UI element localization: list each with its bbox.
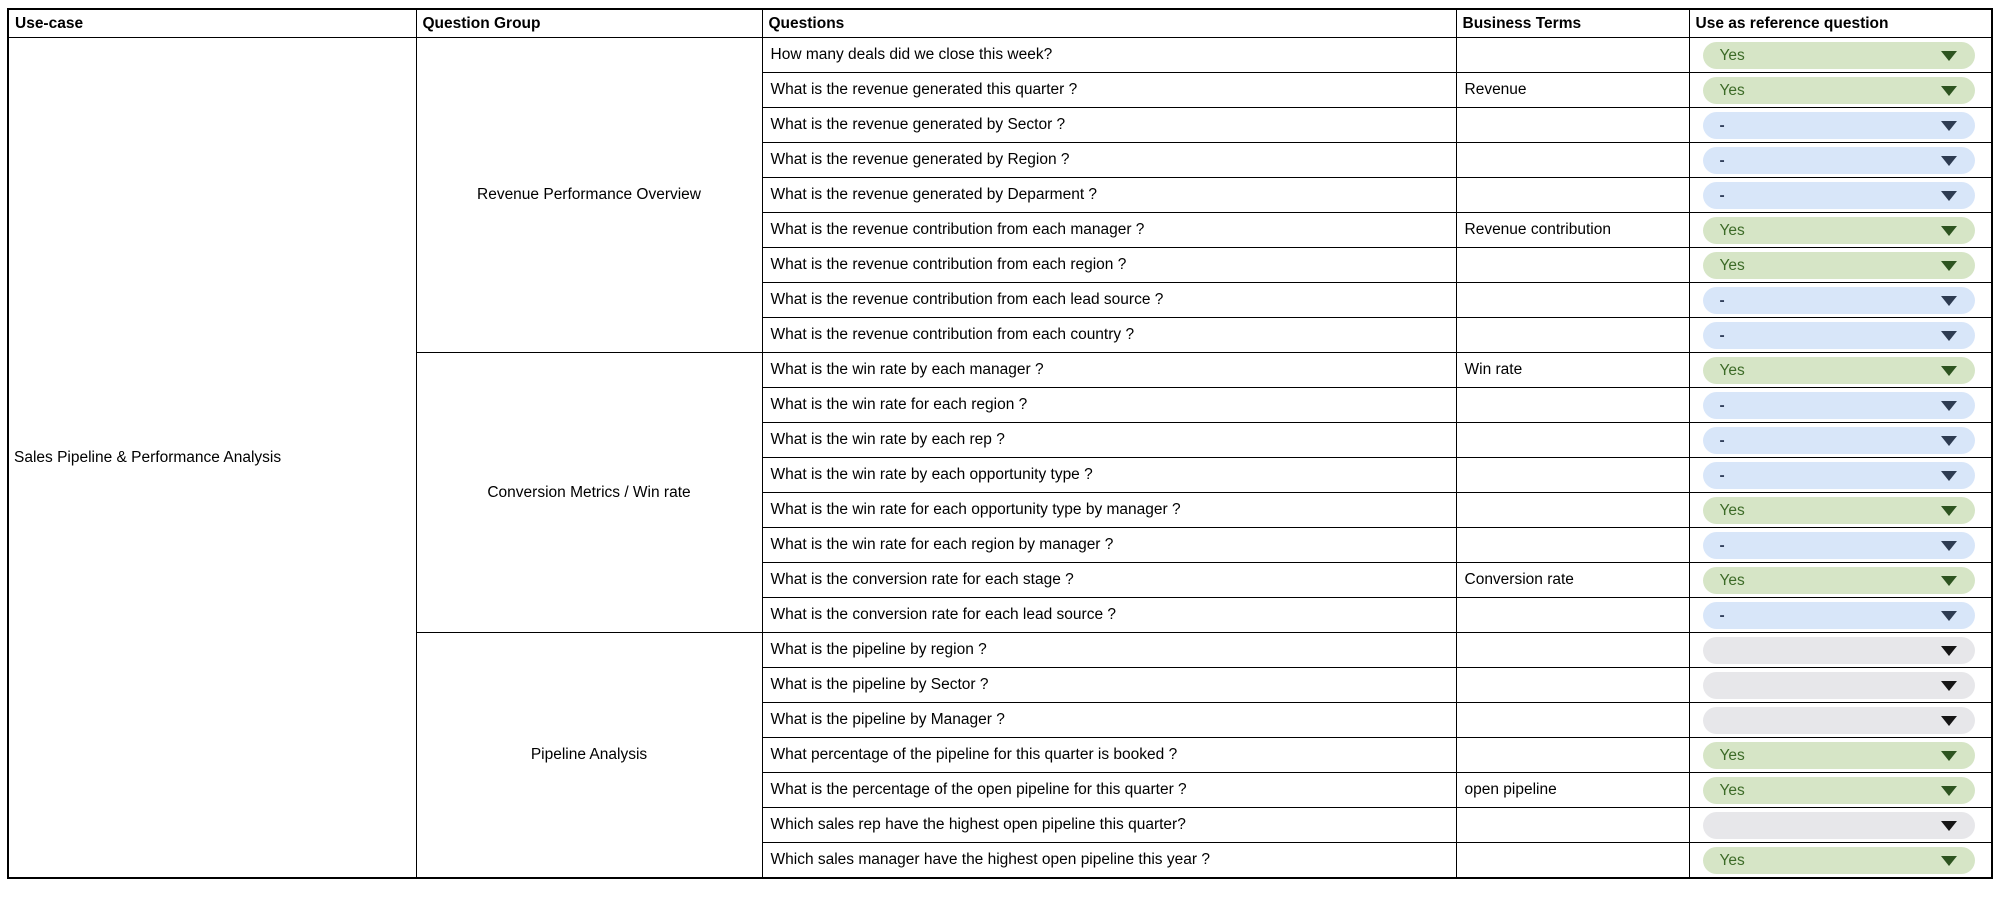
reference-cell	[1689, 703, 1992, 738]
chevron-down-icon	[1941, 191, 1957, 201]
chevron-down-icon	[1941, 436, 1957, 446]
reference-dropdown[interactable]	[1703, 637, 1976, 664]
reference-cell	[1689, 108, 1992, 143]
reference-dropdown[interactable]	[1703, 497, 1976, 524]
question-cell: What is the revenue contribution from each region ?	[762, 248, 1456, 283]
chevron-down-icon	[1941, 506, 1957, 516]
chevron-down-icon	[1941, 716, 1957, 726]
reference-cell	[1689, 843, 1992, 879]
reference-cell	[1689, 668, 1992, 703]
question-cell: What is the win rate for each region by manager ?	[762, 528, 1456, 563]
reference-dropdown[interactable]	[1703, 672, 1976, 699]
header-row	[8, 9, 1992, 38]
chevron-down-icon	[1941, 401, 1957, 411]
question-group-cell: Pipeline Analysis	[416, 633, 762, 879]
reference-dropdown[interactable]	[1703, 357, 1976, 384]
reference-cell	[1689, 38, 1992, 73]
question-cell: What is the win rate for each opportunity type by manager ?	[762, 493, 1456, 528]
chevron-down-icon	[1941, 751, 1957, 761]
column-header-business-terms: Business Terms	[1456, 9, 1689, 38]
business-term-cell	[1456, 108, 1689, 143]
reference-dropdown[interactable]	[1703, 217, 1976, 244]
chevron-down-icon	[1941, 156, 1957, 166]
question-cell: What is the revenue contribution from each lead source ?	[762, 283, 1456, 318]
reference-cell	[1689, 633, 1992, 668]
chevron-down-icon	[1941, 471, 1957, 481]
question-cell: What is the revenue generated this quarter ?	[762, 73, 1456, 108]
chevron-down-icon	[1941, 856, 1957, 866]
business-term-cell	[1456, 283, 1689, 318]
reference-cell	[1689, 213, 1992, 248]
question-cell: Which sales manager have the highest open pipeline this year ?	[762, 843, 1456, 879]
reference-dropdown-value: -	[1719, 606, 1725, 624]
reference-dropdown[interactable]	[1703, 322, 1976, 349]
business-term-cell	[1456, 318, 1689, 353]
business-term-cell	[1456, 633, 1689, 668]
business-term-cell: Conversion rate	[1456, 563, 1689, 598]
reference-dropdown[interactable]	[1703, 77, 1976, 104]
business-term-cell	[1456, 668, 1689, 703]
reference-cell	[1689, 458, 1992, 493]
reference-cell	[1689, 318, 1992, 353]
chevron-down-icon	[1941, 576, 1957, 586]
question-cell: What is the conversion rate for each lead source ?	[762, 598, 1456, 633]
reference-dropdown-value: Yes	[1719, 361, 1745, 379]
question-cell: How many deals did we close this week?	[762, 38, 1456, 73]
reference-dropdown-value: Yes	[1719, 46, 1745, 64]
question-cell: What percentage of the pipeline for this quarter is booked ?	[762, 738, 1456, 773]
reference-dropdown[interactable]	[1703, 742, 1976, 769]
reference-dropdown-value: Yes	[1719, 221, 1745, 239]
reference-dropdown-value: -	[1719, 326, 1725, 344]
reference-cell	[1689, 598, 1992, 633]
question-cell: What is the conversion rate for each stage ?	[762, 563, 1456, 598]
reference-dropdown[interactable]	[1703, 427, 1976, 454]
reference-dropdown-value: Yes	[1719, 781, 1745, 799]
reference-dropdown-value: Yes	[1719, 256, 1745, 274]
question-cell: What is the win rate by each rep ?	[762, 423, 1456, 458]
reference-dropdown-value: -	[1719, 536, 1725, 554]
question-cell: What is the revenue generated by Sector ?	[762, 108, 1456, 143]
reference-dropdown[interactable]	[1703, 112, 1976, 139]
reference-dropdown-value: Yes	[1719, 571, 1745, 589]
reference-dropdown-value: -	[1719, 431, 1725, 449]
business-term-cell	[1456, 843, 1689, 879]
question-cell: What is the revenue generated by Region ?	[762, 143, 1456, 178]
chevron-down-icon	[1941, 611, 1957, 621]
reference-cell	[1689, 283, 1992, 318]
reference-dropdown[interactable]	[1703, 287, 1976, 314]
reference-cell	[1689, 808, 1992, 843]
reference-cell	[1689, 388, 1992, 423]
business-term-cell	[1456, 388, 1689, 423]
reference-cell	[1689, 73, 1992, 108]
question-cell: What is the win rate by each opportunity type ?	[762, 458, 1456, 493]
reference-dropdown[interactable]	[1703, 602, 1976, 629]
reference-cell	[1689, 143, 1992, 178]
chevron-down-icon	[1941, 121, 1957, 131]
reference-dropdown[interactable]	[1703, 392, 1976, 419]
column-header-use-as-reference: Use as reference question	[1689, 9, 1992, 38]
reference-dropdown[interactable]	[1703, 847, 1976, 874]
reference-cell	[1689, 493, 1992, 528]
reference-cell	[1689, 353, 1992, 388]
reference-dropdown[interactable]	[1703, 42, 1976, 69]
reference-dropdown[interactable]	[1703, 812, 1976, 839]
column-header-use-case: Use-case	[8, 9, 416, 38]
table-body	[8, 38, 1992, 879]
business-term-cell: Revenue contribution	[1456, 213, 1689, 248]
business-term-cell	[1456, 458, 1689, 493]
chevron-down-icon	[1941, 331, 1957, 341]
reference-dropdown-value: -	[1719, 291, 1725, 309]
question-cell: What is the pipeline by region ?	[762, 633, 1456, 668]
business-term-cell	[1456, 178, 1689, 213]
question-cell: What is the win rate for each region ?	[762, 388, 1456, 423]
business-term-cell	[1456, 423, 1689, 458]
business-term-cell: Win rate	[1456, 353, 1689, 388]
question-cell: What is the percentage of the open pipeline for this quarter ?	[762, 773, 1456, 808]
chevron-down-icon	[1941, 681, 1957, 691]
chevron-down-icon	[1941, 541, 1957, 551]
reference-cell	[1689, 738, 1992, 773]
business-term-cell	[1456, 248, 1689, 283]
use-case-cell: Sales Pipeline & Performance Analysis	[8, 38, 416, 879]
chevron-down-icon	[1941, 51, 1957, 61]
spreadsheet-area	[7, 8, 1993, 879]
reference-dropdown[interactable]	[1703, 182, 1976, 209]
question-cell: Which sales rep have the highest open pipeline this quarter?	[762, 808, 1456, 843]
business-term-cell: open pipeline	[1456, 773, 1689, 808]
reference-cell	[1689, 528, 1992, 563]
reference-cell	[1689, 423, 1992, 458]
question-cell: What is the revenue contribution from each country ?	[762, 318, 1456, 353]
reference-cell	[1689, 773, 1992, 808]
business-term-cell	[1456, 703, 1689, 738]
reference-dropdown[interactable]	[1703, 252, 1976, 279]
business-term-cell: Revenue	[1456, 73, 1689, 108]
reference-dropdown-value: -	[1719, 151, 1725, 169]
reference-dropdown-value: -	[1719, 396, 1725, 414]
reference-dropdown-value: -	[1719, 186, 1725, 204]
business-term-cell	[1456, 598, 1689, 633]
chevron-down-icon	[1941, 296, 1957, 306]
reference-dropdown[interactable]	[1703, 707, 1976, 734]
reference-dropdown[interactable]	[1703, 462, 1976, 489]
question-group-cell: Revenue Performance Overview	[416, 38, 762, 353]
business-term-cell	[1456, 38, 1689, 73]
reference-cell	[1689, 178, 1992, 213]
business-term-cell	[1456, 143, 1689, 178]
column-header-question-group: Question Group	[416, 9, 762, 38]
question-cell: What is the win rate by each manager ?	[762, 353, 1456, 388]
business-term-cell	[1456, 493, 1689, 528]
reference-dropdown-value: Yes	[1719, 501, 1745, 519]
column-header-questions: Questions	[762, 9, 1456, 38]
reference-dropdown-value: Yes	[1719, 851, 1745, 869]
business-term-cell	[1456, 528, 1689, 563]
chevron-down-icon	[1941, 226, 1957, 236]
reference-dropdown[interactable]	[1703, 147, 1976, 174]
chevron-down-icon	[1941, 86, 1957, 96]
question-cell: What is the pipeline by Manager ?	[762, 703, 1456, 738]
reference-dropdown[interactable]	[1703, 532, 1976, 559]
reference-dropdown-value: Yes	[1719, 746, 1745, 764]
table-row	[8, 38, 1992, 73]
question-cell: What is the revenue contribution from each manager ?	[762, 213, 1456, 248]
reference-dropdown[interactable]	[1703, 567, 1976, 594]
chevron-down-icon	[1941, 786, 1957, 796]
reference-dropdown-value: Yes	[1719, 81, 1745, 99]
chevron-down-icon	[1941, 261, 1957, 271]
reference-cell	[1689, 563, 1992, 598]
reference-dropdown[interactable]	[1703, 777, 1976, 804]
questions-table	[7, 8, 1993, 879]
chevron-down-icon	[1941, 366, 1957, 376]
business-term-cell	[1456, 808, 1689, 843]
reference-dropdown-value: -	[1719, 466, 1725, 484]
question-cell: What is the pipeline by Sector ?	[762, 668, 1456, 703]
chevron-down-icon	[1941, 646, 1957, 656]
business-term-cell	[1456, 738, 1689, 773]
table-header	[8, 9, 1992, 38]
chevron-down-icon	[1941, 821, 1957, 831]
reference-dropdown-value: -	[1719, 116, 1725, 134]
reference-cell	[1689, 248, 1992, 283]
question-group-cell: Conversion Metrics / Win rate	[416, 353, 762, 633]
question-cell: What is the revenue generated by Deparment ?	[762, 178, 1456, 213]
